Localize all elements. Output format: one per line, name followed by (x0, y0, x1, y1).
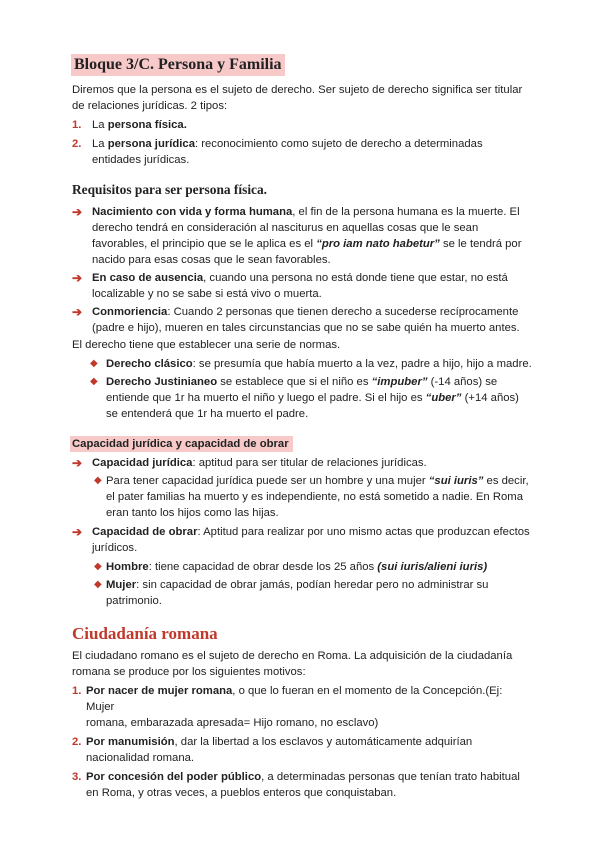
list-number: 1. (72, 119, 82, 131)
list-item: 1. Por nacer de mujer romana, o que lo fueran en el momento de la Concepción.(Ej: Mujer romana, embarazada apresada= Hijo romano, no esclavo) (72, 685, 503, 729)
list-number: 2. (72, 736, 82, 748)
arrow-icon: ➔ (72, 456, 83, 470)
bullet-capacidad-juridica: ➔ Capacidad jurídica: aptitud para ser titular de relaciones jurídicas. (72, 456, 427, 470)
list-number: 1. (72, 685, 82, 697)
bullet-ausencia: ➔ En caso de ausencia, cuando una persona no está donde tiene que estar, no está localizable y no se sabe si está vivo o muerta. (72, 271, 508, 300)
list-item: 1. La persona física. (72, 119, 187, 131)
diamond-icon: ◆ (90, 358, 98, 369)
sub-bullet-hombre: ◆ Hombre: tiene capacidad de obrar desde los 25 años (sui iuris/alieni iuris) (94, 561, 488, 573)
arrow-icon: ➔ (72, 305, 83, 319)
diamond-icon: ◆ (94, 561, 102, 572)
ciudadania-intro-2: romana se produce por los siguientes motivos: (72, 666, 306, 678)
bullet-nacimiento: ➔ Nacimiento con vida y forma humana, el fin de la persona humana es la muerte. El derecho tendrá en consideración al nasciturus en aquellas cosas que le sean favorables, el principio que se le aplica es el “pro iam nato habetur” se le tendrá por nacido para esas cosas que le sean favorables. (72, 205, 522, 266)
arrow-icon: ➔ (72, 271, 83, 285)
intro-line-2: de relaciones jurídicas. 2 tipos: (72, 100, 228, 112)
document-page (72, 54, 532, 801)
diamond-icon: ◆ (94, 579, 102, 590)
sub-bullet-juridica: ◆ Para tener capacidad jurídica puede ser un hombre y una mujer “sui iuris” es decir, el pater familias ha muerto y es independiente, no está sometido a nadie. En Roma eran tanto los hijos como las hijas. (94, 475, 529, 519)
sub-bullet-clasico: ◆ Derecho clásico: se presumía que había muerto a la vez, padre a hijo, hijo a madre. (90, 358, 532, 370)
sub-bullet-mujer: ◆ Mujer: sin capacidad de obrar jamás, podían heredar pero no administrar su patrimonio. (94, 579, 489, 607)
page-title: Bloque 3/C. Persona y Familia (71, 54, 285, 76)
bullet-capacidad-obrar: ➔ Capacidad de obrar: Aptitud para realizar por uno mismo actas que produzcan efectos jurídicos. (72, 525, 530, 554)
list-number: 2. (72, 138, 82, 150)
section-heading-ciudadania: Ciudadanía romana (72, 624, 218, 643)
section-heading-capacidad: Capacidad jurídica y capacidad de obrar (70, 436, 293, 452)
sub-bullet-justinianeo: ◆ Derecho Justinianeo se establece que si el niño es “impuber” (-14 años) se entiende que 1r ha muerto el niño y luego el padre. Si el hijo es “uber” (+14 años) se entenderá que 1r ha muerto el padre. (90, 376, 519, 420)
list-item: 2. Por manumisión, dar la libertad a los esclavos y automáticamente adquirían nacionalidad romana. (72, 736, 473, 764)
list-item-bold: persona jurídica (107, 138, 195, 150)
list-item: 2. La persona jurídica: reconocimiento como sujeto de derecho a determinadas entidades jurídicas. (72, 138, 483, 166)
bullet-conmoriencia: ➔ Conmoriencia: Cuando 2 personas que tienen derecho a sucederse recíprocamente (padre e hijo), mueren en tales circunstancias que no se sabe quién ha muerto antes. (72, 305, 520, 334)
list-item-bold: persona física. (107, 119, 187, 131)
ciudadania-intro-1: El ciudadano romano es el sujeto de derecho en Roma. La adquisición de la ciudadanía (72, 650, 513, 662)
diamond-icon: ◆ (90, 376, 98, 387)
arrow-icon: ➔ (72, 525, 83, 539)
list-number: 3. (72, 771, 82, 783)
section-heading-requisitos: Requisitos para ser persona física. (72, 182, 268, 197)
intro-line-1: Diremos que la persona es el sujeto de derecho. Ser sujeto de derecho significa ser titular (72, 84, 523, 96)
normas-line: El derecho tiene que establecer una serie de normas. (72, 339, 341, 351)
list-item: 3. Por concesión del poder público, a determinadas personas que tenían trato habitual en Roma, y otras veces, a pueblos enteros que conquistaban. (72, 771, 520, 799)
arrow-icon: ➔ (72, 205, 83, 219)
diamond-icon: ◆ (94, 475, 102, 486)
